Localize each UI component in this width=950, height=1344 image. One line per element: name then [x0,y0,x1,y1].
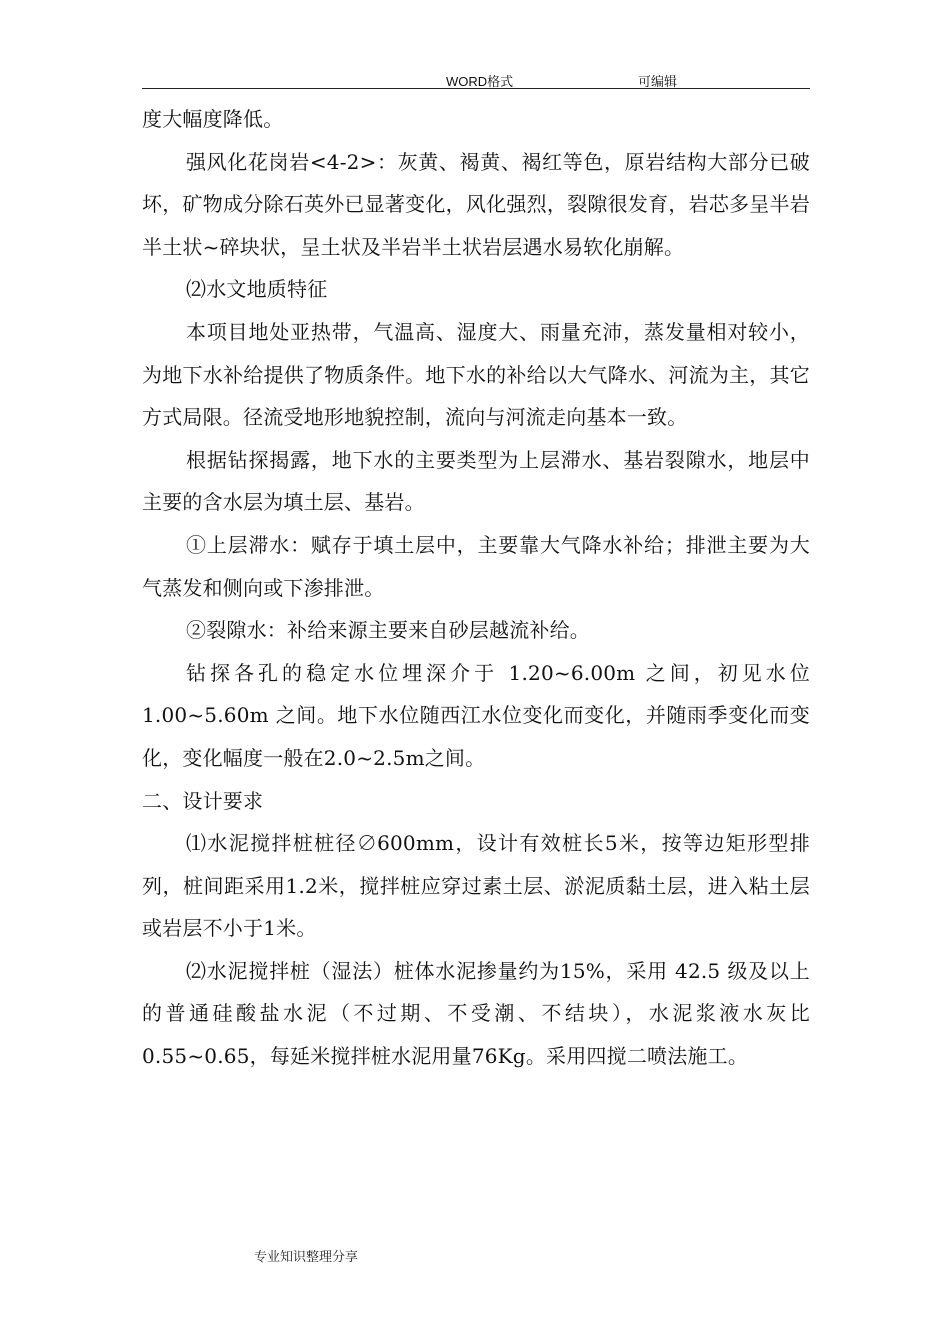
paragraph-fissure-water: ②裂隙水：补给来源主要来自砂层越流补给。 [186,618,590,643]
header-format-label: WORD格式 [446,74,514,89]
paragraph-water-levels: 钻探各孔的稳定水位埋深介于 1.20~6.00m 之间，初见水位1.00~5.60m 之间。地下水位随西江水位变化而变化，并随雨季变化而变化，变化幅度一般在2.0~2.5m之间。 [142,660,810,770]
paragraph-climate: 本项目地处亚热带，气温高、湿度大、雨量充沛，蒸发量相对较小，为地下水补给提供了物质条件。地下水的补给以大气降水、河流为主，其它方式局限。径流受地形地貌控制，流向与河流走向基本一致。 [142,319,810,430]
page-header [142,70,810,89]
paragraph-pile-diameter: ⑴水泥搅拌桩桩径∅600mm，设计有效桩长5米，按等边矩形型排列，桩间距采用1.2米，搅拌桩应穿过素土层、淤泥质黏土层，进入粘土层或岩层不小于1米。 [142,831,810,941]
paragraph-cement-content: ⑵水泥搅拌桩（湿法）桩体水泥掺量约为15%，采用 42.5 级及以上的普通硅酸盐水泥（不过期、不受潮、不结块），水泥浆液水灰比0.55~0.65，每延米搅拌桩水泥用量76Kg。采用四搅二喷法施工。 [142,958,810,1069]
section-heading-design-requirements: 二、设计要求 [142,788,264,813]
paragraph-groundwater-types: 根据钻探揭露，地下水的主要类型为上层滞水、基岩裂隙水，地层中主要的含水层为填土层、基岩。 [142,447,810,515]
paragraph-continuation: 度大幅度降低。 [142,107,284,131]
header-editable-label: 可编辑 [638,74,678,89]
paragraph-weathered-granite: 强风化花岗岩<4-2>：灰黄、褐黄、褐红等色，原岩结构大部分已破坏，矿物成分除石英外已显著变化，风化强烈，裂隙很发育，岩芯多呈半岩半土状~碎块状，呈土状及半岩半土状岩层遇水易软化崩解。 [142,149,810,259]
document-body [142,98,810,1078]
section-heading-hydrogeology: ⑵水文地质特征 [186,277,328,302]
paragraph-perched-water: ①上层滞水：赋存于填土层中，主要靠大气降水补给；排泄主要为大气蒸发和侧向或下渗排泄。 [142,532,810,600]
page-footer: 专业知识整理分享 [254,1250,359,1265]
